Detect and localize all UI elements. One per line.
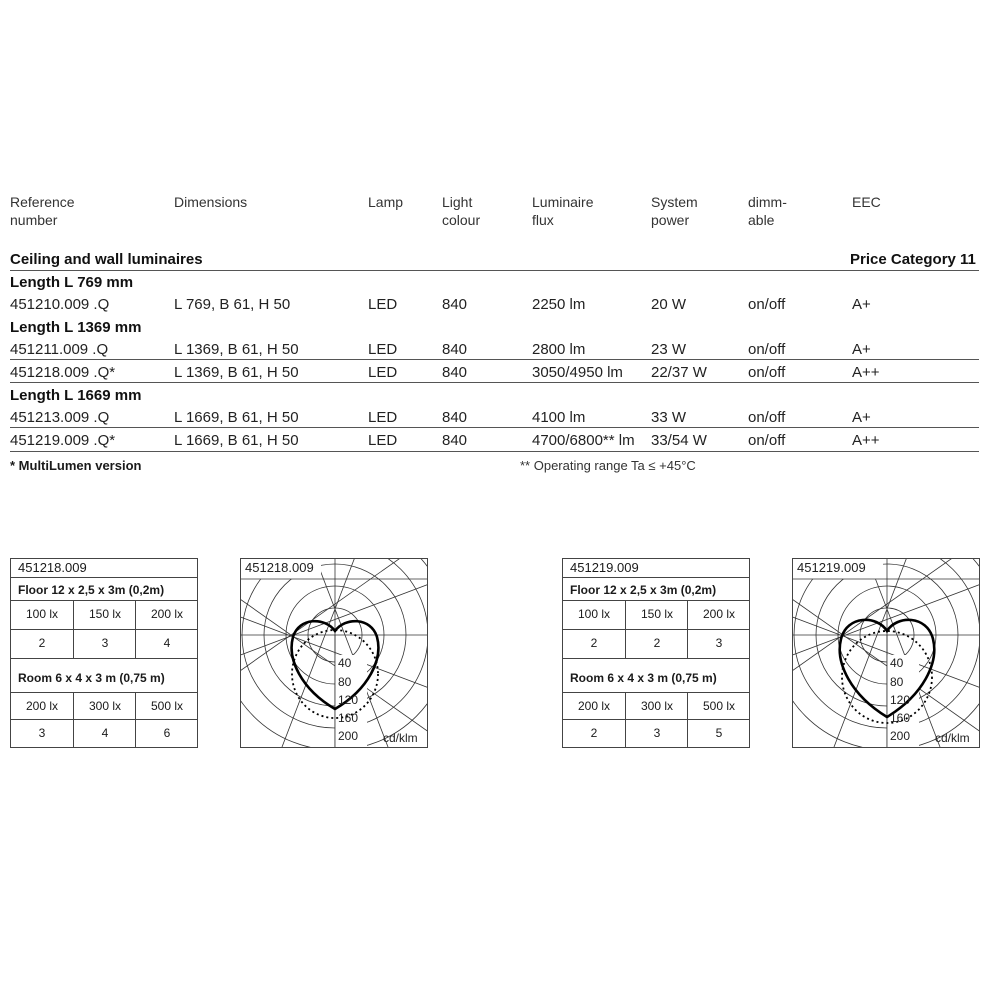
scale-label: 160 bbox=[338, 711, 359, 725]
polar-diagram bbox=[240, 558, 428, 748]
system-power: 23 W bbox=[651, 341, 687, 358]
header-eec: EEC bbox=[852, 194, 881, 210]
lux-label: 200 lx bbox=[25, 699, 59, 713]
header-system-power: System power bbox=[651, 194, 698, 228]
lux-label: 100 lx bbox=[25, 607, 59, 621]
scale-label: 40 bbox=[890, 656, 904, 670]
lux-label: 500 lx bbox=[135, 693, 198, 719]
scale-label: 40 bbox=[338, 656, 352, 670]
room-title: Room 6 x 4 x 3 m (0,75 m) bbox=[18, 671, 165, 685]
polar-ref: 451219.009 bbox=[797, 560, 866, 575]
lamp: LED bbox=[368, 341, 398, 358]
lamp: LED bbox=[368, 432, 398, 449]
dimmable: on/off bbox=[748, 364, 786, 381]
luminaire-count: 2 bbox=[38, 636, 46, 650]
calc-table bbox=[562, 558, 750, 748]
price-category: Price Category 11 bbox=[850, 251, 976, 268]
header-light-colour: Light colour bbox=[442, 194, 481, 228]
length-heading: Length L 769 mm bbox=[10, 274, 134, 291]
scale-label: 80 bbox=[338, 675, 352, 689]
luminaire-count: 4 bbox=[73, 720, 136, 747]
dimmable: on/off bbox=[748, 341, 786, 358]
length-heading: Length L 1369 mm bbox=[10, 319, 142, 336]
row-divider bbox=[10, 382, 979, 383]
calc-table bbox=[10, 558, 198, 748]
section-divider bbox=[10, 270, 979, 271]
header-dimensions: Dimensions bbox=[174, 194, 248, 210]
polar-diagram bbox=[792, 558, 980, 748]
lux-label: 300 lx bbox=[625, 693, 688, 719]
luminaire-count: 3 bbox=[38, 726, 46, 740]
eec: A+ bbox=[852, 296, 871, 313]
lux-label: 200 lx bbox=[687, 601, 750, 629]
unit-label: cd/klm bbox=[935, 731, 970, 745]
lux-label: 200 lx bbox=[135, 601, 198, 629]
luminaire-flux: 4100 lm bbox=[532, 409, 586, 426]
reference-number: 451213.009 .Q bbox=[10, 409, 110, 426]
scale-label: 120 bbox=[338, 693, 359, 707]
section-title: Ceiling and wall luminaires bbox=[10, 251, 203, 268]
luminaire-count: 6 bbox=[135, 720, 198, 747]
floor-title: Floor 12 x 2,5 x 3m (0,2m) bbox=[18, 583, 165, 597]
scale-label: 200 bbox=[890, 729, 911, 743]
reference-number: 451211.009 .Q bbox=[10, 341, 109, 358]
lux-label: 500 lx bbox=[687, 693, 750, 719]
floor-title: Floor 12 x 2,5 x 3m (0,2m) bbox=[570, 583, 717, 597]
scale-label: 120 bbox=[890, 693, 911, 707]
header-luminaire-flux: Luminaire flux bbox=[532, 194, 594, 228]
light-colour: 840 bbox=[442, 409, 468, 426]
light-colour: 840 bbox=[442, 364, 468, 381]
dimmable: on/off bbox=[748, 432, 786, 449]
dimensions: L 1669, B 61, H 50 bbox=[174, 432, 299, 449]
luminaire-count: 3 bbox=[625, 720, 688, 747]
row-divider bbox=[10, 451, 979, 452]
dimensions: L 1369, B 61, H 50 bbox=[174, 364, 299, 381]
system-power: 20 W bbox=[651, 296, 687, 313]
lux-label: 200 lx bbox=[577, 699, 611, 713]
unit-label: cd/klm bbox=[383, 731, 418, 745]
scale-label: 200 bbox=[338, 729, 359, 743]
lamp: LED bbox=[368, 409, 398, 426]
light-distribution-curve bbox=[793, 559, 979, 747]
system-power: 33 W bbox=[651, 409, 687, 426]
header-dimmable: dimm- able bbox=[748, 194, 787, 228]
reference-number: 451219.009 .Q* bbox=[10, 432, 116, 449]
light-colour: 840 bbox=[442, 296, 468, 313]
calc-ref: 451218.009 bbox=[18, 560, 87, 575]
lamp: LED bbox=[368, 296, 398, 313]
dimensions: L 1369, B 61, H 50 bbox=[174, 341, 299, 358]
lux-label: 150 lx bbox=[625, 601, 688, 629]
luminaire-count: 2 bbox=[590, 636, 598, 650]
system-power: 22/37 W bbox=[651, 364, 707, 381]
light-distribution-curve bbox=[241, 559, 427, 747]
header-lamp: Lamp bbox=[368, 194, 404, 210]
system-power: 33/54 W bbox=[651, 432, 707, 449]
eec: A++ bbox=[852, 364, 880, 381]
luminaire-flux: 4700/6800** lm bbox=[532, 432, 635, 449]
eec: A+ bbox=[852, 409, 871, 426]
dimensions: L 769, B 61, H 50 bbox=[174, 296, 291, 313]
luminaire-count: 4 bbox=[135, 630, 198, 658]
length-heading: Length L 1669 mm bbox=[10, 387, 142, 404]
dimensions: L 1669, B 61, H 50 bbox=[174, 409, 299, 426]
scale-label: 80 bbox=[890, 675, 904, 689]
lux-label: 100 lx bbox=[577, 607, 611, 621]
room-title: Room 6 x 4 x 3 m (0,75 m) bbox=[570, 671, 717, 685]
dimmable: on/off bbox=[748, 296, 786, 313]
lux-label: 150 lx bbox=[73, 601, 136, 629]
luminaire-flux: 3050/4950 lm bbox=[532, 364, 623, 381]
luminaire-count: 3 bbox=[687, 630, 750, 658]
luminaire-count: 2 bbox=[590, 726, 598, 740]
luminaire-count: 2 bbox=[625, 630, 688, 658]
header-reference-number: Reference number bbox=[10, 194, 75, 228]
polar-ref: 451218.009 bbox=[245, 560, 314, 575]
row-divider bbox=[10, 427, 979, 428]
reference-number: 451210.009 .Q bbox=[10, 296, 110, 313]
luminaire-count: 3 bbox=[73, 630, 136, 658]
light-colour: 840 bbox=[442, 432, 468, 449]
calc-ref: 451219.009 bbox=[570, 560, 639, 575]
luminaire-count: 5 bbox=[687, 720, 750, 747]
multilumen-note: * MultiLumen version bbox=[10, 458, 142, 473]
reference-number: 451218.009 .Q* bbox=[10, 364, 116, 381]
lamp: LED bbox=[368, 364, 398, 381]
eec: A+ bbox=[852, 341, 871, 358]
row-divider bbox=[10, 359, 979, 360]
luminaire-flux: 2800 lm bbox=[532, 341, 586, 358]
light-colour: 840 bbox=[442, 341, 468, 358]
luminaire-flux: 2250 lm bbox=[532, 296, 586, 313]
dimmable: on/off bbox=[748, 409, 786, 426]
scale-label: 160 bbox=[890, 711, 911, 725]
operating-range-note: ** Operating range Ta ≤ +45°C bbox=[520, 458, 696, 473]
lux-label: 300 lx bbox=[73, 693, 136, 719]
eec: A++ bbox=[852, 432, 880, 449]
